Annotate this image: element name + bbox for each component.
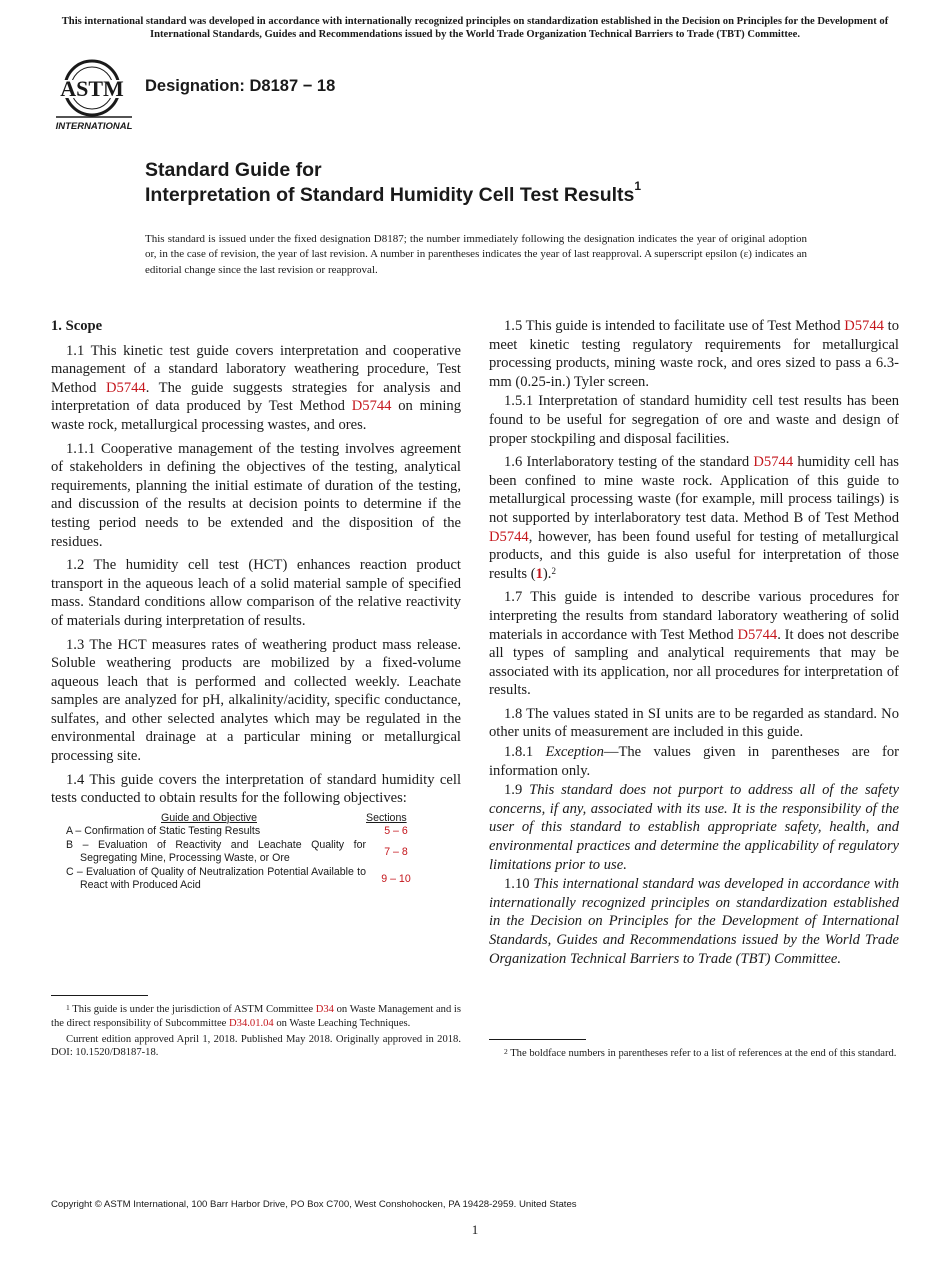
text-run: on Waste Management and is the direct responsibility of Subcommittee [51, 1004, 461, 1029]
text-run: on Waste Leaching Techniques. [273, 1017, 411, 1029]
footnote-divider [489, 1039, 586, 1040]
link-d5744[interactable]: D5744 [105, 379, 146, 396]
logo-subtext: INTERNATIONAL [55, 121, 133, 132]
table-header-row [66, 812, 426, 826]
emphasis: This standard does not purport to address all of the safety concerns, if any, associated with its use. It is the responsibility of the user of this standard to establish appropriate safety, health, and environmental practices and determine the applicability of regulatory limitations prior to use. [489, 782, 899, 873]
paragraph-1-6 [489, 453, 899, 583]
link-d5744[interactable]: D5744 [489, 528, 529, 545]
paragraph-1-1 [51, 342, 461, 435]
text-run: on mining waste rock, metallurgical processing wastes, and ores. [51, 398, 461, 433]
reference-link-1[interactable]: 1 [535, 565, 543, 582]
table-cell-objective: C – Evaluation of Quality of Neutralization Potential Available to React with Produced Acid [66, 865, 366, 892]
paragraph-1-8-1 [489, 743, 899, 780]
title-text: Interpretation of Standard Humidity Cell Test Results [145, 183, 635, 206]
paragraph-1-5-1: 1.5.1 Interpretation of standard humidity cell test results has been found to be useful for segregation of ore and waste and design of proper stockpiling and disposal facilities. [489, 393, 899, 447]
footnote-mark: 1 [66, 1003, 70, 1012]
table-cell-sections[interactable]: 5 – 6 [384, 825, 408, 838]
paragraph-1-1-1: 1.1.1 Cooperative management of the testing involves agreement of stakeholders in defining the objectives of the testing, analytical requirements, planning the initial estimate of duration of the testing, and discussion of the results at decision points to determine if the testing period needs to be extended and the disposition of the residues. [51, 440, 461, 550]
link-d5744[interactable]: D5744 [737, 626, 778, 643]
table-cell-sections[interactable]: 9 – 10 [381, 872, 411, 885]
table-row [66, 825, 426, 839]
text-run: to meet kinetic testing regulatory requirements for metallurgical processing products, mining waste rock, and ores sized to pass a 6.3-mm (0.25-in.) Tyler screen. [489, 318, 899, 390]
paragraph-1-10 [489, 875, 899, 968]
left-column [51, 317, 461, 893]
text-run: 1.10 [504, 876, 534, 893]
right-column [489, 317, 899, 973]
text-run: humidity cell has been confined to mine waste rock. Application of this guide to metallurgical processing waste (for example, mill process tailings) is not supported by interlaboratory test data. Method B of Test Method [489, 454, 899, 526]
top-notice: This international standard was developed in accordance with internationally recognized principles on standardization established in the Decision on Principles for the Development of International Standards, Guides and Recommendations issued by the World Trade Organization Technical Barriers to Trade (TBT) Committee. [61, 16, 889, 41]
objectives-table [66, 812, 426, 893]
page-title [145, 158, 641, 208]
text-run: The boldface numbers in parentheses refer to a list of references at the end of this standard. [507, 1048, 897, 1059]
title-line-2 [145, 178, 642, 208]
emphasis: Exception [545, 744, 604, 761]
text-run: . It does not describe all types of sampling and analytical requirements that may be associated with its application, nor all procedures for interpretation of results. [489, 626, 899, 699]
table-cell-sections[interactable]: 7 – 8 [384, 845, 408, 858]
link-d5744[interactable]: D5744 [753, 454, 794, 471]
text-run: 1.6 Interlaboratory testing of the standard [504, 454, 754, 471]
page-number: 1 [471, 1222, 479, 1237]
link-d34[interactable]: D34 [315, 1004, 334, 1015]
link-d5744[interactable]: D5744 [351, 398, 392, 415]
paragraph-1-4: 1.4 This guide covers the interpretation of standard humidity cell tests conducted to obtain results for the following objectives: [51, 771, 461, 807]
text-run: . The guide suggests strategies for analysis and interpretation of data produced by Test Method [51, 379, 461, 415]
footnote-1 [51, 1003, 461, 1062]
paragraph-1-5 [489, 317, 899, 391]
table-header-sections: Sections [366, 811, 407, 824]
copyright: Copyright © ASTM International, 100 Barr Harbor Drive, PO Box C700, West Conshohocken, PA 19428-2959. United States [51, 1199, 577, 1210]
table-cell-objective: B – Evaluation of Reactivity and Leachate Quality for Segregating Mine, Processing Waste, or Ore [66, 838, 366, 865]
text-run: This guide is under the jurisdiction of ASTM Committee [69, 1004, 316, 1015]
astm-logo [52, 58, 136, 134]
issued-note: This standard is issued under the fixed designation D8187; the number immediately following the designation indicates the year of original adoption or, in the case of revision, the year of last revision. A number in parentheses indicates the year of last reapproval. A superscript epsilon (ε) indicates an editorial change since the last revision or reapproval. [145, 233, 807, 276]
link-d34-01-04[interactable]: D34.01.04 [229, 1017, 274, 1029]
title-footnote-mark: 1 [634, 178, 642, 193]
table-row [66, 866, 426, 893]
text-run: —The values given in parentheses are for information only. [489, 744, 900, 779]
paragraph-1-9 [489, 781, 899, 874]
text-run: , however, has been found useful for testing of metallurgical products, and this guide is also useful for interpretation of those results ( [489, 528, 899, 582]
text-run: 1.1 This kinetic test guide covers interpretation and cooperative management of a standard laboratory weathering procedure, Test Method [51, 342, 461, 396]
footnote-mark-2: 2 [551, 565, 556, 576]
footnote-mark: 2 [504, 1047, 508, 1056]
paragraph-1-8: 1.8 The values stated in SI units are to be regarded as standard. No other units of measurement are included in this guide. [489, 705, 899, 741]
text-run: 1.9 [504, 782, 530, 799]
paragraph-1-2: 1.2 The humidity cell test (HCT) enhances reaction product transport in the aqueous leach of a solid material sample of specified mass. Standard conditions allow comparison of the relative reactivity of materials during interpretation of results. [51, 557, 461, 629]
text-run: 1.5 This guide is intended to facilitate use of Test Method [504, 318, 845, 334]
table-header-objective: Guide and Objective [161, 811, 257, 824]
designation: Designation: D8187 − 18 [145, 77, 336, 95]
text-run: 1.8.1 [504, 744, 546, 761]
footnote-2-text [489, 1047, 899, 1061]
footnote-1-edition: Current edition approved April 1, 2018. Published May 2018. Originally approved in 2018. DOI: 10.1520/D8187-18. [51, 1033, 461, 1059]
section-heading-scope: 1. Scope [51, 318, 103, 334]
link-d5744[interactable]: D5744 [844, 318, 884, 334]
astm-logo-icon [52, 58, 136, 134]
footnote-1-text [51, 1003, 461, 1031]
text-run: ). [542, 565, 552, 582]
footnote-2 [489, 1047, 899, 1063]
table-row [66, 839, 426, 866]
paragraph-1-3: 1.3 The HCT measures rates of weathering product mass release. Soluble weathering products are mobilized by a fixed-volume aqueous leach that is performed and collected weekly. Leachate samples are analyzed for pH, alkalinity/acidity, specific conductance, sulfates, and other selected analytes which may be regulated in the environmental drainage at a particular mining or metallurgical processing site. [51, 636, 461, 765]
table-cell-objective: A – Confirmation of Static Testing Results [66, 825, 261, 838]
text-run: 1.7 This guide is intended to describe various procedures for interpreting the results from standard laboratory weathering of solid materials in accordance with Test Method [489, 589, 899, 643]
logo-letters: ASTM [60, 76, 124, 101]
emphasis: This international standard was developed in accordance with internationally recognized principles on standardization established in the Decision on Principles for the Development of International Standards, Guides and Recommendations issued by the World Trade Organization Technical Barriers to Trade (TBT) Committee. [489, 876, 900, 967]
footnote-divider [51, 995, 148, 996]
title-line-1: Standard Guide for [145, 159, 322, 181]
paragraph-1-7 [489, 588, 899, 700]
